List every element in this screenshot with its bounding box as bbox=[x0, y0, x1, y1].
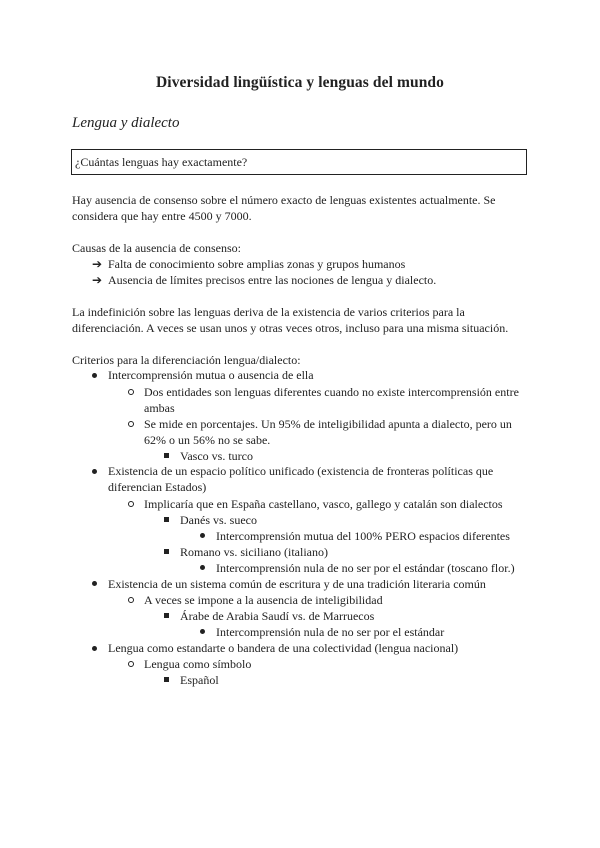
circle-bullet-icon bbox=[128, 389, 134, 395]
detail-item: Intercomprensión nula de no ser por el estándar bbox=[216, 625, 445, 639]
indefinition-line-1: La indefinición sobre las lenguas deriva de la existencia de varios criterios para la bbox=[72, 305, 465, 319]
square-bullet-icon bbox=[164, 517, 169, 522]
criterion-item: Lengua como estandarte o bandera de una colectividad (lengua nacional) bbox=[108, 641, 459, 655]
intro-line-1: Hay ausencia de consenso sobre el número exacto de lenguas existentes actualmente. Se bbox=[72, 193, 496, 207]
arrow-bullet-icon: ➔ bbox=[92, 273, 103, 287]
cause-item: Falta de conocimiento sobre amplias zonas y grupos humanos bbox=[108, 257, 406, 271]
disc-bullet-icon bbox=[200, 629, 205, 634]
square-bullet-icon bbox=[164, 613, 169, 618]
causes-heading: Causas de la ausencia de consenso: bbox=[72, 241, 241, 255]
criterion-item: Existencia de un espacio político unificado (existencia de fronteras políticas que bbox=[108, 464, 494, 478]
sub-item-cont: 62% o un 56% no se sabe. bbox=[144, 433, 271, 447]
circle-bullet-icon bbox=[128, 597, 134, 603]
detail-item: Intercomprensión nula de no ser por el estándar (toscano flor.) bbox=[216, 561, 515, 575]
disc-bullet-icon bbox=[92, 373, 97, 378]
circle-bullet-icon bbox=[128, 421, 134, 427]
criterion-item-cont: diferencian Estados) bbox=[108, 480, 207, 494]
sub-item: A veces se impone a la ausencia de inteligibilidad bbox=[144, 593, 383, 607]
disc-bullet-icon bbox=[92, 646, 97, 651]
cause-item: Ausencia de límites precisos entre las nociones de lengua y dialecto. bbox=[108, 273, 437, 287]
circle-bullet-icon bbox=[128, 501, 134, 507]
detail-item: Intercomprensión mutua del 100% PERO espacios diferentes bbox=[216, 529, 510, 543]
disc-bullet-icon bbox=[200, 533, 205, 538]
example-item: Español bbox=[180, 673, 219, 687]
disc-bullet-icon bbox=[92, 581, 97, 586]
question-box: ¿Cuántas lenguas hay exactamente? bbox=[71, 149, 527, 175]
criteria-heading: Criterios para la diferenciación lengua/dialecto: bbox=[72, 353, 301, 367]
sub-item: Lengua como símbolo bbox=[144, 657, 252, 671]
disc-bullet-icon bbox=[200, 565, 205, 570]
square-bullet-icon bbox=[164, 453, 169, 458]
arrow-bullet-icon: ➔ bbox=[92, 257, 103, 271]
page-title: Diversidad lingüística y lenguas del mundo bbox=[156, 74, 444, 91]
indefinition-line-2: diferenciación. A veces se usan unos y otras veces otros, incluso para una misma situación. bbox=[72, 321, 509, 335]
example-item: Vasco vs. turco bbox=[180, 449, 253, 463]
intro-line-2: considera que hay entre 4500 y 7000. bbox=[72, 209, 252, 223]
section-heading: Lengua y dialecto bbox=[72, 115, 180, 131]
criterion-item: Intercomprensión mutua o ausencia de ella bbox=[108, 368, 314, 382]
sub-item-cont: ambas bbox=[144, 401, 175, 415]
sub-item: Se mide en porcentajes. Un 95% de inteligibilidad apunta a dialecto, pero un bbox=[144, 417, 512, 431]
example-item: Árabe de Arabia Saudí vs. de Marruecos bbox=[180, 609, 375, 623]
disc-bullet-icon bbox=[92, 469, 97, 474]
example-item: Romano vs. siciliano (italiano) bbox=[180, 545, 328, 559]
sub-item: Dos entidades son lenguas diferentes cuando no existe intercomprensión entre bbox=[144, 385, 519, 399]
square-bullet-icon bbox=[164, 549, 169, 554]
sub-item: Implicaría que en España castellano, vasco, gallego y catalán son dialectos bbox=[144, 497, 503, 511]
example-item: Danés vs. sueco bbox=[180, 513, 257, 527]
criterion-item: Existencia de un sistema común de escritura y de una tradición literaria común bbox=[108, 577, 486, 591]
circle-bullet-icon bbox=[128, 661, 134, 667]
square-bullet-icon bbox=[164, 677, 169, 682]
